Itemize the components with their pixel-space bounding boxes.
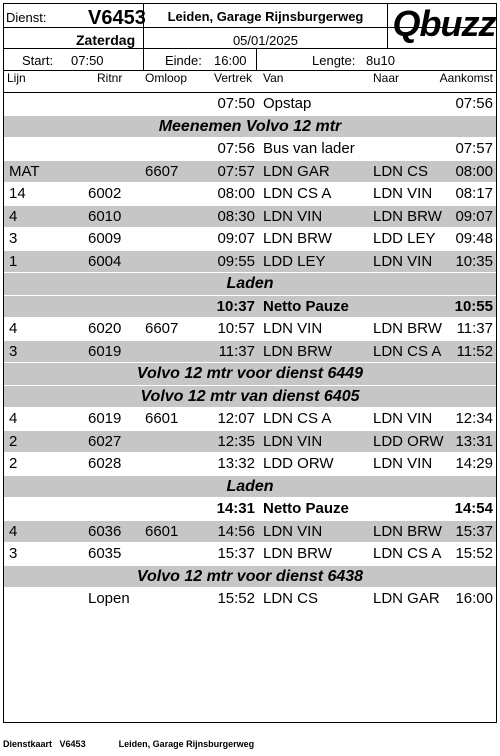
table-row: [4, 138, 496, 161]
cell-lijn: 1: [9, 252, 18, 270]
cell-van: LDD LEY: [263, 252, 326, 270]
cell-aankomst: 11:37: [456, 320, 493, 337]
garage-location: Leiden, Garage Rijnsburgerweg: [167, 9, 364, 24]
cell-naar: LDN GAR: [373, 590, 440, 607]
cell-vertrek: 10:37: [216, 297, 255, 315]
cell-lijn: 14: [9, 185, 26, 202]
times-divider-1: [143, 49, 144, 71]
cell-vertrek: 07:56: [217, 140, 255, 157]
cell-ritnr: 6028: [88, 455, 122, 472]
col-vertrek: Vertrek: [214, 71, 253, 85]
cell-naar: LDN VIN: [373, 455, 433, 472]
footer-location: Leiden, Garage Rijnsburgerweg: [118, 739, 255, 749]
cell-aankomst: 09:48: [455, 230, 493, 247]
cell-van: Netto Pauze: [263, 297, 349, 315]
cell-aankomst: 13:31: [455, 432, 493, 450]
column-header-row: [4, 71, 496, 93]
cell-aankomst: 15:37: [455, 522, 493, 540]
cell-naar: LDN CS: [373, 162, 429, 180]
cell-van: LDN BRW: [263, 545, 332, 562]
cell-naar: LDN VIN: [373, 410, 433, 427]
cell-van: LDN VIN: [263, 320, 323, 337]
cell-naar: LDN BRW: [373, 522, 442, 540]
cell-vertrek: 07:57: [217, 162, 255, 180]
col-van: Van: [263, 71, 284, 85]
cell-lijn: 3: [9, 230, 18, 247]
cell-ritnr: 6035: [88, 545, 122, 562]
header-divider-right: [387, 4, 388, 49]
table-row: [4, 498, 496, 521]
cell-ritnr: Lopen: [88, 590, 130, 607]
service-day: Zaterdag: [76, 32, 136, 48]
cell-lijn: 3: [9, 545, 18, 562]
trip-table: [4, 93, 496, 611]
cell-naar: LDD ORW: [373, 432, 444, 450]
cell-vertrek: 09:07: [217, 230, 255, 247]
cell-omloop: 6601: [145, 410, 179, 427]
col-lijn: Lijn: [7, 71, 26, 85]
cell-van: LDD ORW: [263, 455, 334, 472]
cell-naar: LDN VIN: [373, 252, 433, 270]
cell-aankomst: 12:34: [455, 410, 493, 427]
cell-lijn: 4: [9, 522, 18, 540]
cell-ritnr: 6036: [88, 522, 122, 540]
cell-aankomst: 16:00: [455, 590, 493, 607]
table-row: [4, 341, 496, 364]
table-row: [4, 318, 496, 341]
footer-dienst: V6453: [59, 739, 86, 749]
col-naar: Naar: [373, 71, 400, 85]
section-heading: Volvo 12 mtr voor dienst 6438: [4, 566, 496, 589]
cell-naar: LDN CS A: [373, 545, 442, 562]
section-heading: Meenemen Volvo 12 mtr: [4, 116, 496, 139]
cell-lijn: 4: [9, 410, 18, 427]
times-divider-2: [256, 49, 257, 71]
table-row: [4, 521, 496, 544]
start-time: 07:50: [71, 53, 104, 68]
cell-naar: LDN VIN: [373, 185, 433, 202]
cell-van: Bus van lader: [263, 140, 355, 157]
dienst-number: V6453: [88, 7, 146, 29]
cell-vertrek: 14:56: [217, 522, 255, 540]
cell-vertrek: 12:35: [217, 432, 255, 450]
table-row: [4, 228, 496, 251]
col-ritnr: Ritnr: [97, 71, 123, 85]
cell-van: LDN VIN: [263, 522, 323, 540]
cell-vertrek: 11:37: [218, 342, 255, 360]
col-omloop: Omloop: [145, 71, 188, 85]
cell-van: LDN VIN: [263, 432, 323, 450]
cell-aankomst: 14:54: [454, 500, 493, 517]
cell-ritnr: 6019: [88, 342, 122, 360]
table-row: [4, 453, 496, 476]
cell-aankomst: 07:57: [455, 140, 493, 157]
table-row: [4, 206, 496, 229]
cell-ritnr: 6009: [88, 230, 122, 247]
cell-ritnr: 6019: [88, 410, 122, 427]
footer-label: Dienstkaart: [3, 739, 53, 749]
cell-vertrek: 09:55: [217, 252, 255, 270]
table-row: [4, 543, 496, 566]
cell-naar: LDN BRW: [373, 207, 442, 225]
section-heading: Volvo 12 mtr voor dienst 6449: [4, 363, 496, 386]
cell-van: LDN BRW: [263, 230, 332, 247]
cell-aankomst: 08:17: [455, 185, 493, 202]
cell-omloop: 6607: [145, 162, 179, 180]
cell-aankomst: 09:07: [455, 207, 493, 225]
cell-lijn: 2: [9, 455, 18, 472]
cell-vertrek: 07:50: [217, 95, 255, 112]
cell-van: LDN GAR: [263, 162, 330, 180]
table-row: [4, 431, 496, 454]
cell-lijn: 4: [9, 320, 18, 337]
cell-vertrek: 08:00: [217, 185, 255, 202]
einde-label: Einde:: [165, 53, 202, 68]
cell-aankomst: 08:00: [455, 162, 493, 180]
cell-vertrek: 14:31: [216, 500, 255, 517]
cell-van: LDN CS: [263, 590, 319, 607]
einde-time: 16:00: [214, 53, 247, 68]
table-row: [4, 296, 496, 319]
table-row: [4, 93, 496, 116]
card-footer: [3, 739, 254, 749]
table-row: [4, 408, 496, 431]
cell-vertrek: 08:30: [217, 207, 255, 225]
cell-ritnr: 6002: [88, 185, 122, 202]
cell-aankomst: 10:55: [454, 297, 493, 315]
cell-ritnr: 6010: [88, 207, 122, 225]
cell-aankomst: 15:52: [455, 545, 493, 562]
cell-lijn: MAT: [9, 162, 40, 180]
cell-ritnr: 6027: [88, 432, 122, 450]
cell-omloop: 6601: [145, 522, 179, 540]
table-row: [4, 183, 496, 206]
cell-van: Netto Pauze: [263, 500, 349, 517]
cell-ritnr: 6020: [88, 320, 122, 337]
cell-ritnr: 6004: [88, 252, 122, 270]
table-row: [4, 161, 496, 184]
cell-aankomst: 11:52: [456, 342, 493, 360]
cell-van: LDN CS A: [263, 185, 332, 202]
qbuzz-logo: Qbuzz: [392, 3, 496, 44]
lengte-value: 8u10: [366, 53, 395, 68]
cell-lijn: 4: [9, 207, 18, 225]
dienst-label: Dienst:: [6, 10, 47, 25]
service-date: 05/01/2025: [232, 33, 299, 48]
cell-van: LDN CS A: [263, 410, 332, 427]
cell-aankomst: 10:35: [455, 252, 493, 270]
cell-naar: LDN CS A: [373, 342, 442, 360]
cell-vertrek: 10:57: [217, 320, 255, 337]
table-row: [4, 588, 496, 611]
section-heading: Laden: [4, 476, 496, 499]
cell-van: Opstap: [263, 95, 312, 112]
cell-vertrek: 13:32: [217, 455, 255, 472]
section-heading: Laden: [4, 273, 496, 296]
lengte-label: Lengte:: [312, 53, 356, 68]
cell-naar: LDD LEY: [373, 230, 436, 247]
table-row: [4, 251, 496, 274]
cell-vertrek: 15:37: [217, 545, 255, 562]
cell-aankomst: 07:56: [455, 95, 493, 112]
cell-naar: LDN BRW: [373, 320, 442, 337]
duty-card: [3, 3, 497, 723]
cell-lijn: 2: [9, 432, 18, 450]
cell-lijn: 3: [9, 342, 18, 360]
section-heading: Volvo 12 mtr van dienst 6405: [4, 386, 496, 409]
cell-vertrek: 12:07: [217, 410, 255, 427]
col-aankomst: Aankomst: [439, 71, 493, 85]
cell-aankomst: 14:29: [455, 455, 493, 472]
cell-van: LDN BRW: [263, 342, 332, 360]
cell-omloop: 6607: [145, 320, 179, 337]
cell-vertrek: 15:52: [217, 590, 255, 607]
cell-van: LDN VIN: [263, 207, 323, 225]
start-label: Start:: [22, 53, 54, 68]
